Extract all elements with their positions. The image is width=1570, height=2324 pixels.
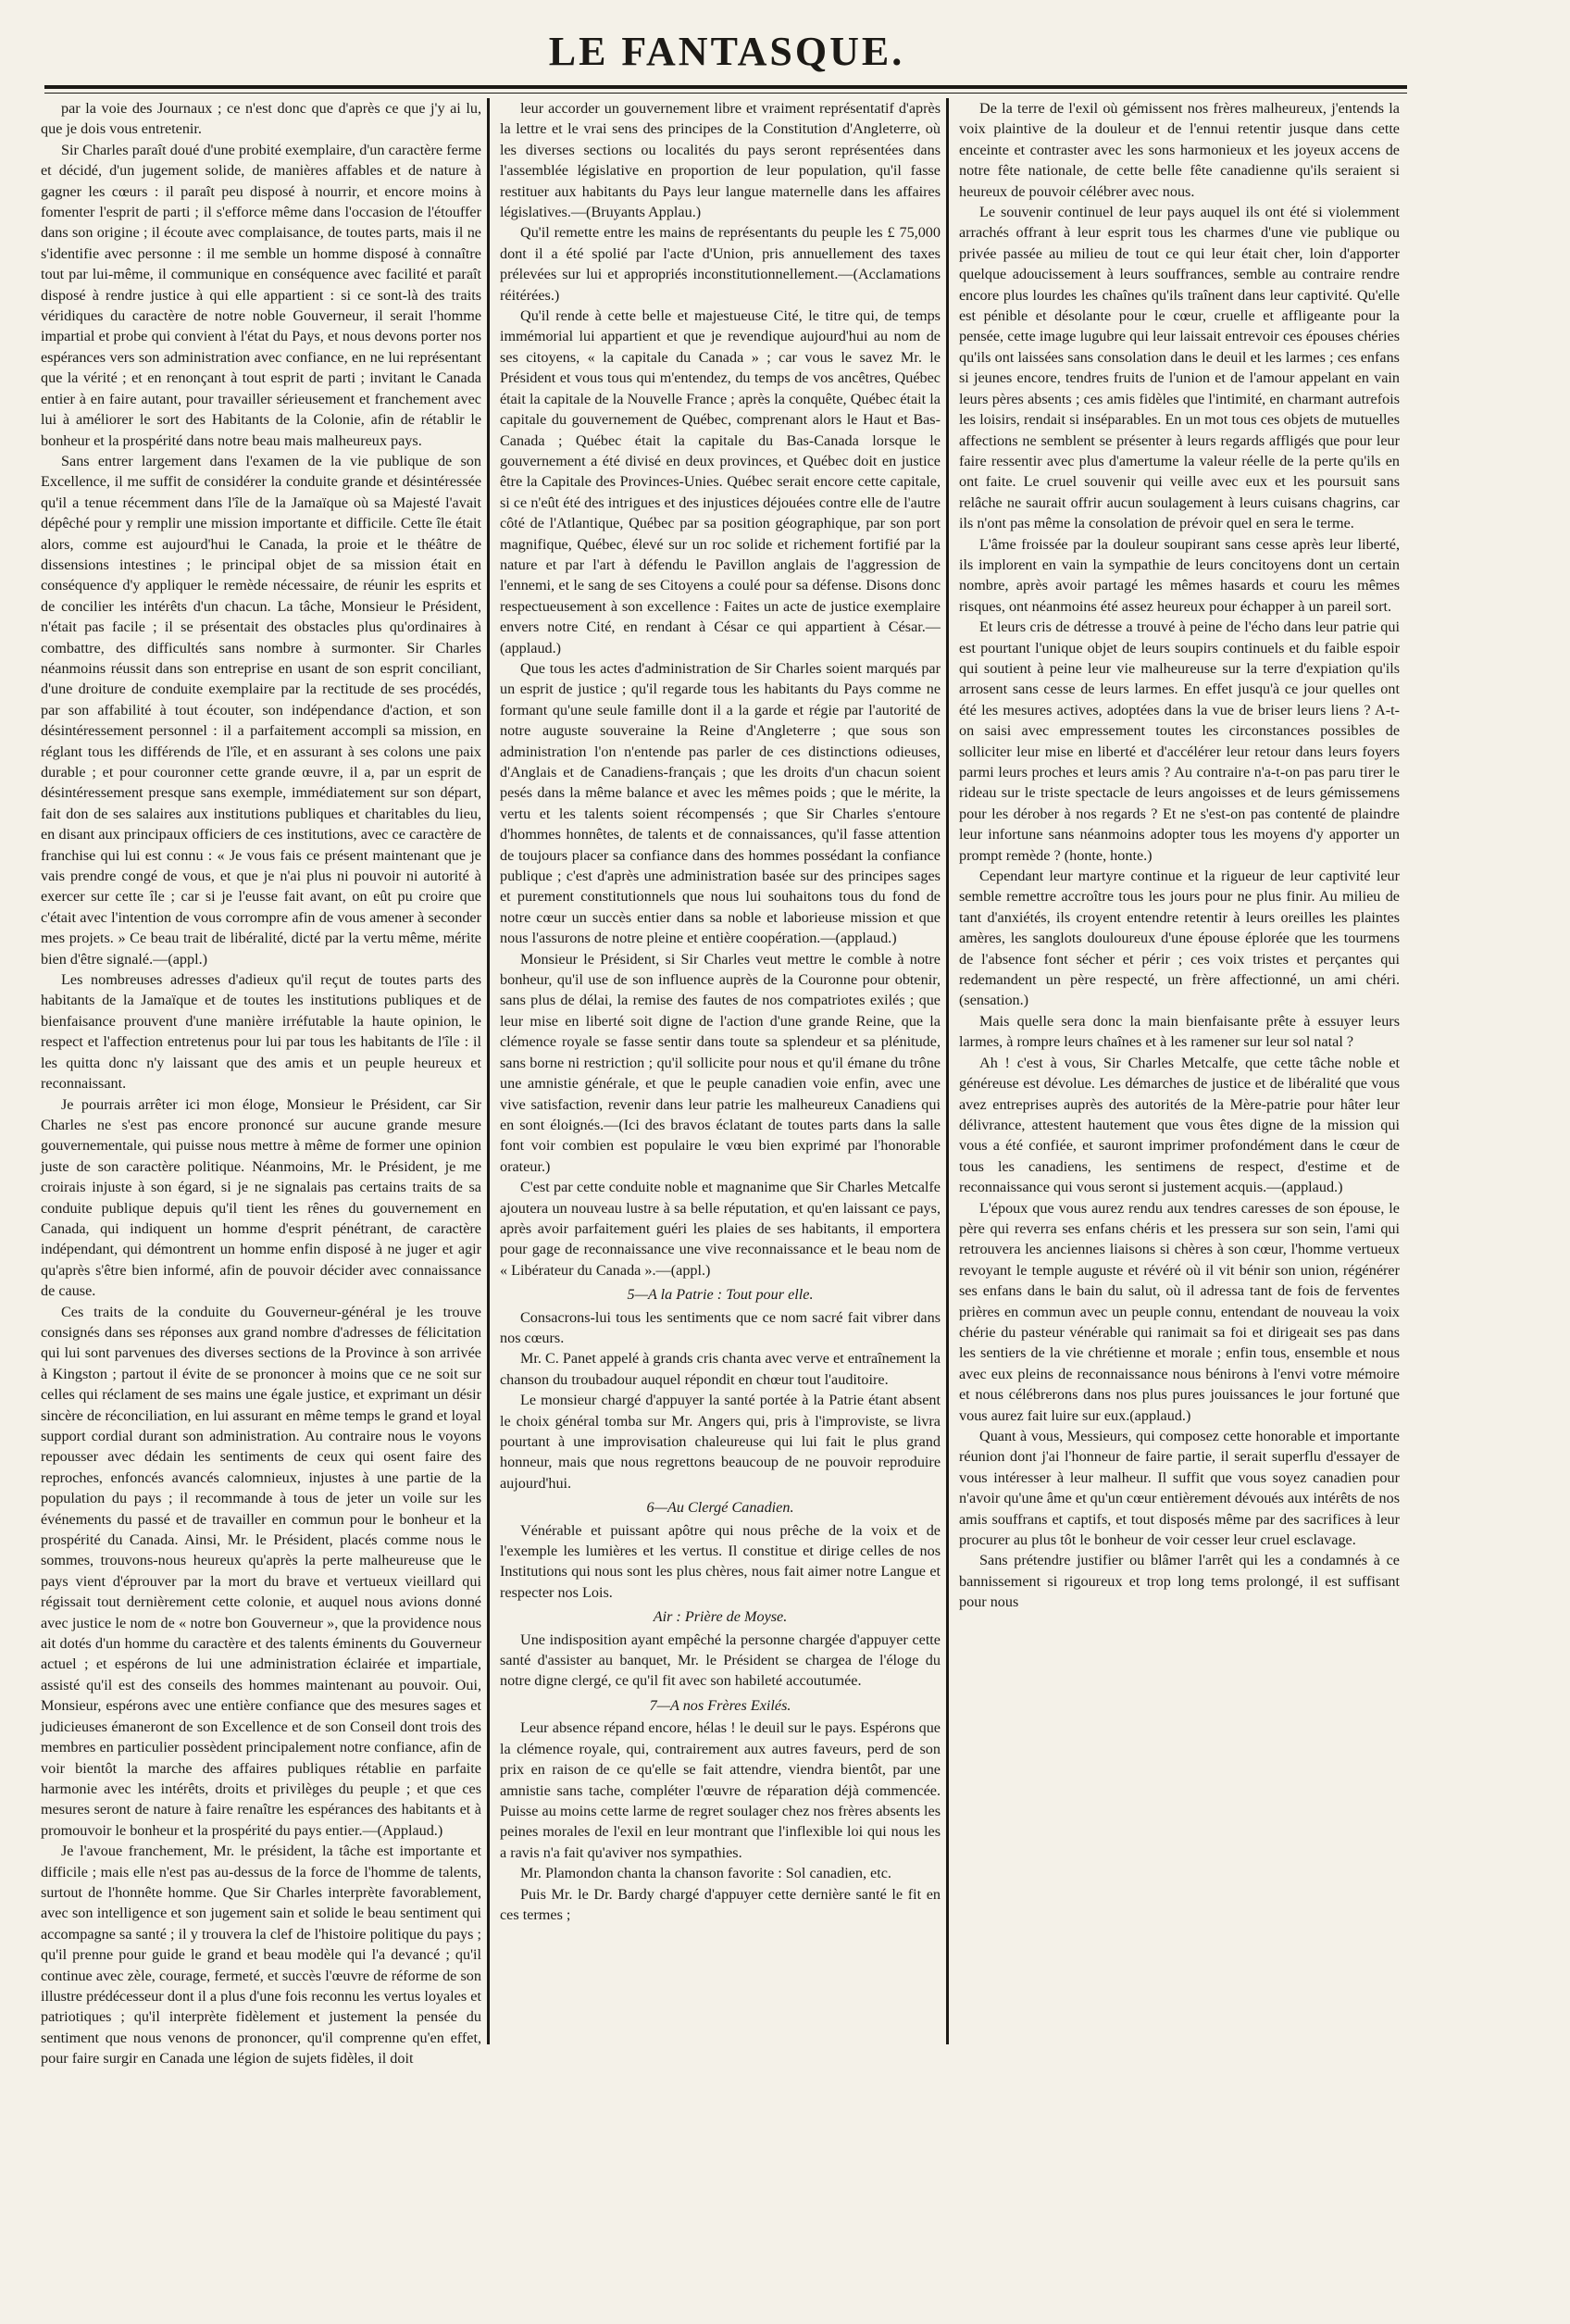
column-3	[959, 98, 1400, 2052]
toast-heading: 6—Au Clergé Canadien.	[646, 1499, 794, 1517]
paragraph: Je pourrais arrêter ici mon éloge, Monsieur le Président, car Sir Charles ne s'est pas encore prononcé sur aucune grande mesure gouvernementale, qui puisse nous mettre à même de former une opinion juste de son caractère politique. Néanmoins, Mr. le Président, je me croirais injuste à son égard, si je ne signalais pas certains traits de sa conduite publique depuis qu'il tient les rênes du gouvernement en Canada, qui indiquent un homme d'esprit pénétrant, de caractère indépendant, qui démontrent un homme enfin disposé à ne juger et agir qu'après s'être bien informé, afin de pouvoir décider avec connaissance de cause.	[41, 1095, 481, 1300]
paragraph: par la voie des Journaux ; ce n'est donc que d'après ce que j'y ai lu, que je dois vous entretenir.	[41, 100, 481, 138]
column-2	[500, 98, 941, 2052]
paragraph: Ah ! c'est à vous, Sir Charles Metcalfe, que cette tâche noble et généreuse est dévolue. Les démarches de justice et de libéralité que vous avez entreprises auprès des autorités de la Mère-patrie pour hâter leur délivrance, attestent hautement que vous êtes digne de la mission qui vous a été confiée, et sauront imprimer profondément dans le cœur de tous les canadiens, les sentimens de respect, d'estime et de reconnaissance qui vous seront si justement acquis.—(applaud.)	[959, 1054, 1400, 1196]
paragraph: Mr. C. Panet appelé à grands cris chanta avec verve et entraînement la chanson du troubadour auquel répondit en chœur tout l'auditoire.	[500, 1350, 941, 1388]
masthead-rule-thin	[44, 93, 1407, 94]
toast-heading: 7—A nos Frères Exilés.	[649, 1696, 791, 1714]
paragraph: Qu'il remette entre les mains de représentants du peuple les £ 75,000 dont il a été spolié par l'acte d'Union, pris annuellement des taxes prélevées sur lui et appropriés inconstitutionnellement.—(Acclamations réitérées.)	[500, 224, 941, 304]
paragraph: Le souvenir continuel de leur pays auquel ils ont été si violemment arrachés offrant à leur esprit tous les charmes d'une vie publique ou privée passée au milieu de tout ce qui leur était cher, loin d'apporter quelque adoucissement à leurs souffrances, semble au contraire rendre encore plus lourdes les chaînes qu'ils traînent dans leur captivité. Qu'elle est pénible et désolante pour le cœur, cruelle et affligeante pour la pensée, cette image lugubre qui leur laissait entrevoir ces épouses chéries qu'ils ont laissées sans consolation dans le deuil et les larmes ; ces enfans si jeunes encore, tendres fruits de l'union et de l'amour appelant en vain leurs pères absents ; ces amis fidèles que l'intimité, en charmant autrefois les loisirs, rendait si inséparables. En un mot tous ces objets de mutuelles affections ne semblent se présenter à leurs regards affligés que pour leur faire ressentir avec plus d'amertume la valeur réelle de la perte qu'ils en ont faite. Le cruel souvenir qui veille avec eux et les poursuit sans relâche ne saurait offrir aucun soulagement à leurs cuisans chagrins, car ils n'ont pas même la consolation de prévoir quel en sera le terme.	[959, 204, 1400, 532]
paragraph: Mr. Plamondon chanta la chanson favorite : Sol canadien, etc.	[520, 1865, 891, 1882]
paragraph: Sans prétendre justifier ou blâmer l'arrêt qui les a condamnés à ce bannissement si rigoureux et trop long tems prolongé, il est suffisant pour nous	[959, 1552, 1400, 1611]
paragraph: Sir Charles paraît doué d'une probité exemplaire, d'un caractère ferme et décidé, d'un jugement solide, de manières affables et de nature à gagner les cœurs : il paraît peu disposé à nourrir, et encore moins à fomenter l'esprit de parti ; il s'efforce même dans l'occasion de l'étouffer dans son origine ; il écoute avec complaisance, de toutes parts, mais il ne s'identifie avec personne : il me semble un homme disposé à connaître tout par lui-même, il communique en conséquence avec facilité et paraît disposé à rendre justice à qui elle appartient : si ce sont-là des traits véridiques du caractère de notre noble Gouverneur, il serait l'homme impartial et probe qui convient à l'état du Pays, et nous devons porter nos espérances vers son administration avec confiance, en ne lui représentant que la vérité ; et en renonçant à tout esprit de parti ; invitant le Canada entier à en faire autant, pour travailler sérieusement et franchement avec lui à améliorer le sort des Habitants de la Colonie, afin de rétablir le bonheur et la prospérité dans notre beau mais malheureux pays.	[41, 141, 481, 449]
toast-heading: 5—A la Patrie : Tout pour elle.	[627, 1286, 814, 1304]
column-1	[41, 98, 481, 2068]
paragraph: Monsieur le Président, si Sir Charles veut mettre le comble à notre bonheur, qu'il use de son influence auprès de la Couronne pour obtenir, sans plus de délai, la remise des fautes de nos compatriotes exilés ; que leur mise en liberté soit digne de l'action d'une grande Reine, que la clémence royale se fasse sentir dans toute sa splendeur et sa plénitude, sans borne ni restriction ; qu'il sollicite pour nous et qu'il émane du trône une amnistie générale, et que le peuple canadien voie enfin, avec une vive satisfaction, revenir dans leur patrie les malheureux Canadiens qui en sont éloignés.—(Ici des bravos éclatant de toutes parts dans la salle font voir combien est populaire le vœu bien exprimé par l'honorable orateur.)	[500, 950, 941, 1175]
newspaper-masthead: LE FANTASQUE.	[548, 29, 905, 74]
paragraph: Je l'avoue franchement, Mr. le président, la tâche est importante et difficile ; mais elle n'est pas au-dessus de la force de l'homme de talents, surtout de l'honnête homme. Que Sir Charles interprète favorablement, avec son intelligence et son jugement sain et solide le beau sentiment qui accompagne sa santé ; il y trouvera la clef de l'histoire politique du pays ; qu'il prenne pour guide le grand et beau modèle qui l'a devancé ; qu'il continue avec zèle, courage, fermeté, et succès l'œuvre de réforme de son illustre prédécesseur dont il a plus d'une fois reconnu les vertus loyales et patriotiques ; qu'il interprète fidèlement et justement la pensée du sentiment que nous venons de prononcer, qu'il comprenne qu'en effet, pour faire surgir en Canada une légion de sujets fidèles, il doit	[41, 1843, 481, 2068]
paragraph: Le monsieur chargé d'appuyer la santé portée à la Patrie étant absent le choix général tomba sur Mr. Angers qui, pris à l'improviste, se livra pourtant à une improvisation chaleureuse qui lui fait le plus grand honneur, mais que nous regrettons beaucoup de ne pouvoir reproduire aujourd'hui.	[500, 1392, 941, 1492]
paragraph: Qu'il rende à cette belle et majestueuse Cité, le titre qui, de temps immémorial lui appartient et que je revendique aujourd'hui au nom de ses citoyens, « la capitale du Canada » ; car vous le savez Mr. le Président et vous tous qui m'entendez, du temps de vos ancêtres, Québec était la capitale de la Nouvelle France ; après la conquête, Québec était la capitale du gouvernement de Québec, comprenant alors le Haut et Bas-Canada ; Québec était la capitale du Bas-Canada lorsque le gouvernement a été divisé en deux provinces, et Québec doit en justice être la Capitale des Provinces-Unies. Québec serait encore cette capitale, si ce n'eût été des intrigues et des injustices déjouées contre elle de l'autre côté de l'Atlantique, Québec par sa position géographique, par son port magnifique, Québec, élevé sur un roc solide et richement fortifié par la nature et par l'art à défendu le Pavillon anglais de l'aggression de l'ennemi, et le sang de ses Citoyens a coulé pour sa défense. Disons donc respectueusement à son excellence : Faites un acte de justice exemplaire envers notre Cité, en rendant à César ce qui appartient à César.—(applaud.)	[500, 307, 941, 656]
paragraph: Les nombreuses adresses d'adieux qu'il reçut de toutes parts des habitants de la Jamaïque et de toutes les institutions publiques et de bienfaisance prouvent d'une manière irréfutable la haute opinion, le respect et l'affection entretenus pour lui par tous les habitants de l'île : il les quitta donc n'y laissant que des amis et un peuple heureux et reconnaissant.	[41, 971, 481, 1093]
paragraph: Une indisposition ayant empêché la personne chargée d'appuyer cette santé d'assister au banquet, Mr. le Président se chargea de l'éloge du notre digne clergé, ce qu'il fit avec son habileté accoutumée.	[500, 1631, 941, 1690]
masthead-rule-thick	[44, 85, 1407, 89]
paragraph: Leur absence répand encore, hélas ! le deuil sur le pays. Espérons que la clémence royale, qui, contrairement aux autres faveurs, perd de son prix en raison de ce qu'elle se fait attendre, viendra bientôt, par une amnistie sans tache, compléter l'œuvre de réparation déjà commencée. Puisse au moins cette larme de regret soulager chez nos frères absents les peines morales de l'exil en leur montrant que l'inflexible loi qui nous les a ravis n'a fait qu'aviver nos sympathies.	[500, 1719, 941, 1861]
column-divider	[946, 98, 949, 2044]
air-heading: Air : Prière de Moyse.	[653, 1608, 788, 1626]
paragraph: Puis Mr. le Dr. Bardy chargé d'appuyer cette dernière santé le fit en ces termes ;	[500, 1885, 941, 1923]
paragraph: Mais quelle sera donc la main bienfaisante prête à essuyer leurs larmes, à rompre leurs chaînes et à les ramener sur leur sol natal ?	[959, 1012, 1400, 1051]
paragraph: C'est par cette conduite noble et magnanime que Sir Charles Metcalfe ajoutera un nouveau lustre à sa belle réputation, et qu'en laissant ce pays, après avoir parfaitement guéri les plaies de ses habitants, il emportera pour gage de reconnaissance une vive reconnaissance et le beau nom de « Libérateur du Canada ».—(appl.)	[500, 1179, 941, 1279]
paragraph: Que tous les actes d'administration de Sir Charles soient marqués par un esprit de justice ; qu'il regarde tous les habitants du Pays comme ne formant qu'une seule famille dont il a la garde et régie par l'autorité de notre auguste souveraine la Reine d'Angleterre ; que sous son administration l'on n'entende pas parler de ces distinctions odieuses, d'Anglais et de Canadiens-français ; que les droits d'un chacun soient pesés dans la même balance et avec les mêmes poids ; que le mérite, la vertu et les talents soient récompensés ; que Sir Charles s'entoure d'hommes honnêtes, de talents et de connaissances, qu'il fasse attention de toujours placer sa confiance dans des hommes possédant la confiance publique ; c'est d'après une administration basée sur des principes sages et purement constitutionnels que nous lui souhaitons tous du fond de notre cœur un succès entier dans sa noble et laborieuse mission et que nous l'assurons de notre pleine et entière coopération.—(applaud.)	[500, 659, 941, 947]
paragraph: leur accorder un gouvernement libre et vraiment représentatif d'après la lettre et le vrai sens des principes de la Constitution d'Angleterre, où les diverses sections ou localités du pays seront représentées dans l'assemblée législative en proportion de leur population, qu'il fasse restituer aux habitants du Pays leur langue maternelle dans les affaires législatives.—(Bruyants Applau.)	[500, 100, 941, 221]
paragraph: L'époux que vous aurez rendu aux tendres caresses de son épouse, le père qui reverra ses enfans chéris et les pressera sur son sein, l'ami qui retrouvera les anciennes liaisons si chères à son cœur, l'homme vertueux revoyant le temple auguste et révéré où il vit bénir son union, régénérer ses enfans dans le bain du salut, où il adressa tant de fois de ferventes prières en commun avec un peuple connu, entendant de nouveau la voix chérie du pasteur vénérable qui ranimait sa foi et dirigeait ses pas dans les sentiers de la vie chrétienne et morale ; enfin tous, ensemble et nous avec eux pleins de reconnaissance nous bénirons à l'envi votre mémoire et nous célébrerons dans nos plus pures jouissances le jour fortuné que vous aurez fait luire sur eux.(applaud.)	[959, 1199, 1400, 1424]
paragraph: Cependant leur martyre continue et la rigueur de leur captivité leur semble remettre accroître tous les jours pour ne plus finir. Au milieu de tant d'anxiétés, ils croyent entendre retentir à leurs oreilles les plaintes amères, les sanglots douloureux d'une épouse éplorée que les tourmens de l'absence font sécher et périr ; ces voix tristes et perçantes qui redemandent un père respecté, un frère affectionné, un ami chéri.(sensation.)	[959, 868, 1400, 1009]
paragraph: Et leurs cris de détresse a trouvé à peine de l'écho dans leur patrie qui est pourtant l'unique objet de leurs soupirs continuels et du faible espoir qui soutient à peine leur vie malheureuse sur la terre d'expiation qu'ils arrosent sans cesse de leurs larmes. En effet jusqu'à ce jour quelles ont été les mesures actives, adoptées dans la vue de briser leurs liens ? A-t-on saisi avec empressement toutes les circonstances possibles de solliciter leur mise en liberté et d'accélérer leur retour dans leurs foyers parmi leurs proches et leurs amis ? Au contraire n'a-t-on pas paru tirer le rideau sur le triste spectacle de leurs angoisses et de leurs gémissemens pour les dérober à nos regards ? Et ne s'est-on pas contenté de plaindre leur infortune sans néanmoins adopter tous les moyens d'y apporter un prompt remède ? (honte, honte.)	[959, 618, 1400, 864]
paragraph: L'âme froissée par la douleur soupirant sans cesse après leur liberté, ils implorent en vain la sympathie de leurs concitoyens dont un certain nombre, après avoir partagé les mêmes hasards et couru les mêmes risques, ont néanmoins été assez heureux pour échapper à un pareil sort.	[959, 535, 1400, 615]
paragraph: Consacrons-lui tous les sentiments que ce nom sacré fait vibrer dans nos cœurs.	[500, 1308, 941, 1346]
paragraph: Vénérable et puissant apôtre qui nous prêche de la voix et de l'exemple les lumières et les vertus. Il constitue et dirige celles de nos Institutions qui nous sont les plus chères, nous fait aimer notre Langue et respecter nos Lois.	[500, 1521, 941, 1601]
paragraph: Sans entrer largement dans l'examen de la vie publique de son Excellence, il me suffit de considérer la conduite grande et désintéressée qu'il a tenue récemment dans l'île de la Jamaïque où sa Majesté l'avait dépêché pour y remplir une mission importante et difficile. Cette île était alors, comme est aujourd'hui le Canada, la proie et le théâtre de dissensions intestines ; le principal objet de sa mission était en conséquence d'y appliquer le remède nécessaire, de réunir les esprits et de concilier les intérêts d'un chacun. La tâche, Monsieur le Président, n'était pas facile ; il se présentait des obstacles plus qu'ordinaires à combattre, des difficultés sans nombre à surmonter. Sir Charles néanmoins réussit dans son entreprise en usant de son esprit conciliant, d'une droiture de conduite exemplaire par la rectitude de ses procédés, par son affabilité à tout écouter, son indépendance d'action, et son désintéressement personnel : il a parfaitement accompli sa mission, en réglant tous les différends de l'île, et en assurant à ses colons une paix durable ; et pour couronner cette grande œuvre, il a, par un esprit de désintéressement presque sans exemple, immédiatement sur son départ, fait don de ses salaires aux institutions publiques et charitables du lieu, en disant aux principaux officiers de ces institutions, avec ce caractère de franchise qui lui est connu : « Je vous fais ce présent maintenant que je vais prendre congé de vous, et que je n'ai plus ni pouvoir ni autorité à exercer sur cette île ; car si je l'eusse fait avant, on eût pu croire que c'était avec l'intention de vous corrompre afin de vous amener à seconder mes projets. » Ce beau trait de libéralité, dicté par la vertu même, mérite bien d'être signalé.—(appl.)	[41, 452, 481, 968]
paragraph: Quant à vous, Messieurs, qui composez cette honorable et importante réunion dont j'ai l'honneur de faire partie, il serait superflu d'essayer de vous intéresser à leur malheur. Il suffit que vous soyez canadien pour n'avoir qu'une âme et qu'un cœur entièrement dévoués aux intérêts de nos amis souffrans et captifs, et tout disposés même par des sacrifices à leur procurer au plus tôt le bonheur de voir cesser leur cruel esclavage.	[959, 1428, 1400, 1549]
column-divider	[487, 98, 490, 2044]
paragraph: De la terre de l'exil où gémissent nos frères malheureux, j'entends la voix plaintive de la douleur et de l'ennui retentir jusque dans cette enceinte et contraster avec les sons harmonieux et les joyeux accens de notre fête nationale, de cette belle fête canadienne qu'ils seraient si heureux de pouvoir célébrer avec nous.	[959, 100, 1400, 200]
paragraph: Ces traits de la conduite du Gouverneur-général je les trouve consignés dans ses réponses aux grand nombre d'adresses de félicitation qui lui sont parvenues des diverses sections de la Province à son arrivée à Kingston ; partout il évite de se prononcer à moins que ce ne soit sur celles qui réclament de ses mains une égale justice, et exprimant un désir sincère de réconciliation, en lui assurant en même temps le grand et loyal support cordial durant son administration. Au contraire nous le voyons repousser avec dédain les sentiments de ceux qui osent faire des reproches, enfoncés avancés calomnieux, injustes à une partie de la population du pays ; il recommande à tous de jeter un voile sur les événements du passé et de travailler en commun pour le bonheur et la prospérité du Canada. Ainsi, Mr. le Président, placés comme nous le sommes, trouvons-nous heureux qu'après la perte malheureuse que le pays vient d'éprouver par la mort du brave et vertueux vieillard qui régissait tout dernièrement cette colonie, et auquel nous avions donné avec justice le nom de « notre bon Gouverneur », que la providence nous ait dotés d'un homme du caractère et des talents éminents du Gouverneur actuel ; et espérons de lui une administration éclairée et impartiale, assisté qu'il est des conseils des hommes maintenant au pouvoir. Oui, Monsieur, espérons avec une entière confiance que des mesures sages et judicieuses émaneront de son Excellence et de son Conseil dont trois des membres en particulier possèdent principalement notre confiance, afin de voir bientôt la marche des affaires publiques rétablie en parfaite harmonie avec les intérêts, droits et privilèges du peuple ; et que ces mesures seront de nature à faire renaître les espérances des habitants et à promouvoir le bonheur et la prospérité du pays entier.—(Applaud.)	[41, 1303, 481, 1839]
